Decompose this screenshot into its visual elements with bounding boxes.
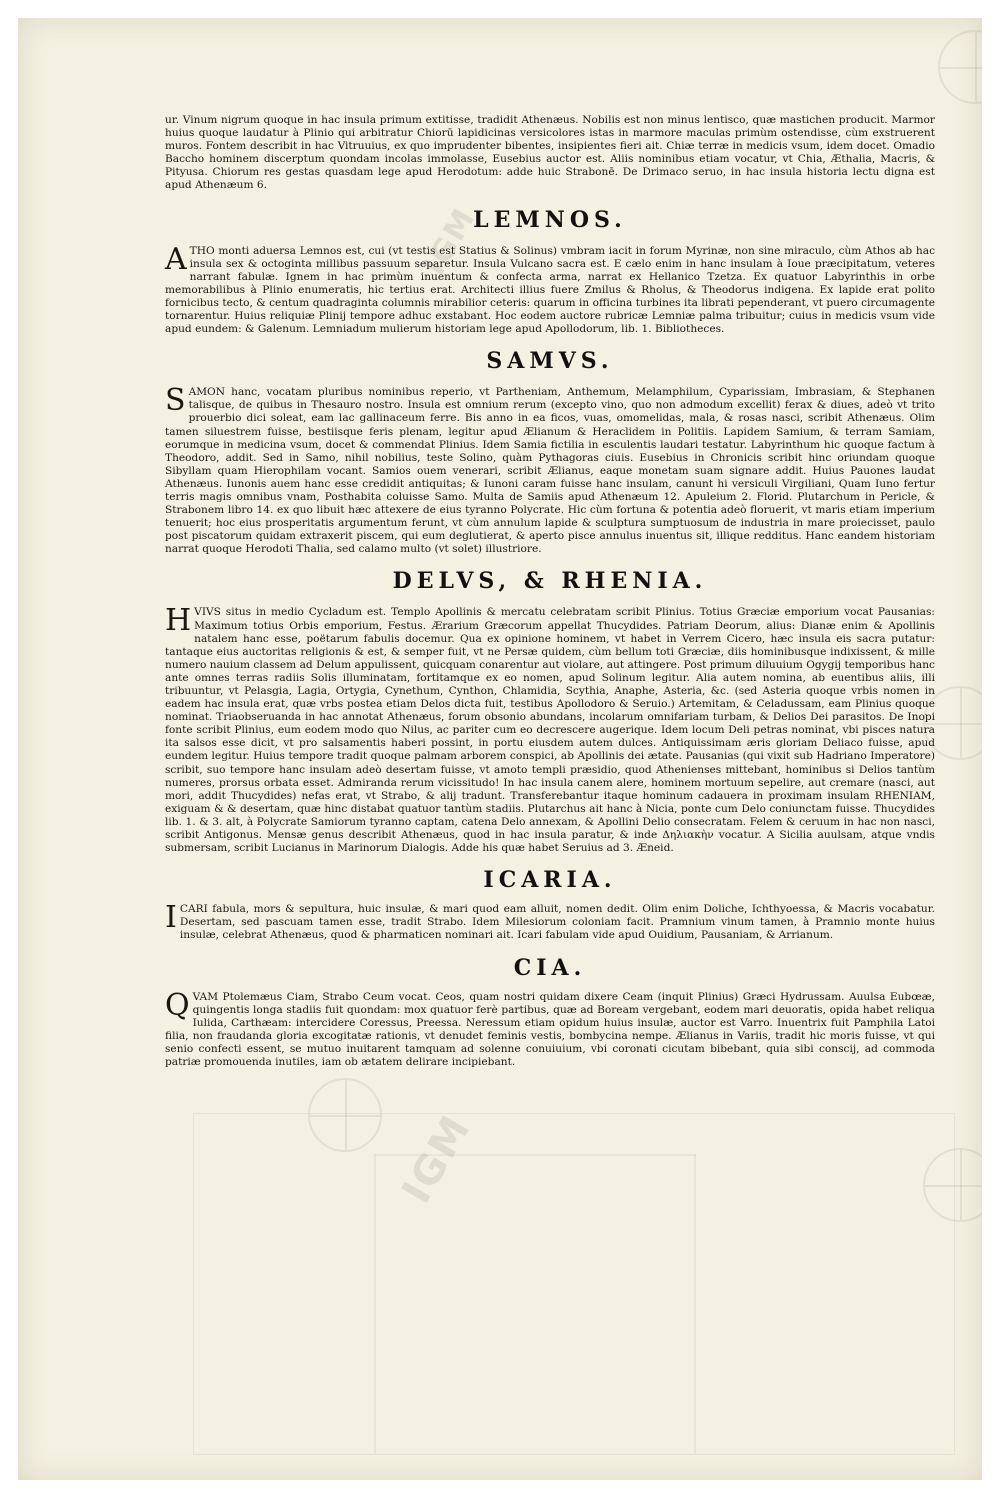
section-body-lemnos: ATHO monti aduersa Lemnos est, cui (vt testis est Statius & Solinus) vmbram iacit in forum Myrinæ, non sine miraculo, cùm Athos ab hac insula sex & octoginta millibus passuum separetur. Insula Vulcano sacra est. E cælo enim in hanc insulam à Ioue præcipitatum, veteres narrant fabulæ. Ignem in hac primùm inuentum & confecta arma, narrat ex Hellanico Tzetza. Ex quatuor Labyrinthis in orbe memorabilibus à Plinio enumeratis, hic tertius erat. Architecti illius fuere Zmilus & Rholus, & Theodorus indigena. Ex lapide erat polito fornicibus tecto, & centum quadraginta columnis mirabilior ceteris: quarum in officina turbines ita librati pependerant, vt puero circumagente tornarentur. Huius reliquiæ Plinij tempore adhuc exstabant. Hoc eodem auctore rubricæ Lemniæ palma tribuitur; cuius in medicis vsum vide apud eundem: & Galenum. Lemniadum mulierum historiam lege apud Apollodorum, lib. 1. Bibliotheces. xyxy=(165,241,935,336)
watermark-text: IGM xyxy=(416,201,483,282)
dropcap: A xyxy=(165,241,187,277)
section-body-cia: QVAM Ptolemæus Ciam, Strabo Ceum vocat. Ceos, quam nostri quidam dixere Ceam (inquit Plinius) Græci Hydrussam. Auulsa Eubœæ, quingentis longa stadiis fuit quondam: mox quatuor ferè partibus, quæ ad Boream vergebant, eodem mari deuoratis, opida habet reliqua Iulida, Carthæam: intercidere Coressus, Preessa. Neressum etiam opidum huius insulæ, auctor est Varro. Inuentrix fuit Pamphila Latoi filia, non fraudanda gloria excogitatæ rationis, vt denudet feminis vestis, bombycina nempe. Ælianus in Variis, tradit hic moris fuisse, vt qui senio confecti essent, se mutuo inuitarent tamquam ad solenne conuiuium, vbi coronati cicutam bibebant, quia sibi conscij, ad commoda patriæ promouenda inutiles, iam ob ætatem delirare incipiebant. xyxy=(165,987,935,1068)
section-heading-icaria: ICARIA. xyxy=(483,867,617,894)
printed-page xyxy=(18,18,982,1480)
dropcap: Q xyxy=(165,987,190,1023)
watermark-globe-icon xyxy=(308,1078,382,1152)
section-heading-lemnos: LEMNOS. xyxy=(473,206,627,233)
section-body-icaria: ICARI fabula, mors & sepultura, huic insulæ, & mari quod eam alluit, nomen dedit. Olim enim Doliche, Ichthyoessa, & Macris vocabatur. Desertam, sed pascuam tamen esse, tradit Strabo. Idem Milesiorum coloniam facit. Pramnium vinum tamen, à Pramnio monte huius insulæ, celebrat Athenæus, quod & pharmaticen nominari ait. Icari fabulam vide apud Ouidium, Pausaniam, & Arrianum. xyxy=(165,900,935,942)
section-body-delvs-rhenia: HVIVS situs in medio Cycladum est. Templo Apollinis & mercatu celebratam scribit Plinius. Totius Græciæ emporium vocat Pausanias: Maximum totius Orbis emporium, Festus. Ærarium Græcorum appellat Thucydides. Patriam Deorum, alius: Dianæ enim & Apollinis natalem hanc esse, poëtarum fabulis docemur. Qua ex opinione hominem, vt habet in Verrem Cicero, hæc insula eis sacra putatur: tantaque eius auctoritas religionis & est, & semper fuit, vt ne Persæ quidem, cùm bellum toti Græciæ, diis hominibusque indixissent, & mille numero nauium classem ad Delum appulissent, quicquam conarentur aut violare, aut attingere. Post primum diluuium Ogygij temporibus hanc ante omnes terras radiis Solis illuminatam, fortitamque ex eo nomen, apud Solinum legitur. Alia autem nomina, ab euentibus aliis, illi tribuuntur, vt Pelasgia, Lagia, Ortygia, Cynethum, Cynthon, Chlamidia, Scythia, Anaphe, Asteria, &c. (sed Asteria quoque vrbis nomen in eadem hac insula erat, quæ vrbs postea etiam Delos dicta fuit, testibus Apollodoro & Seruio.) Artemitam, & Celadussam, eam Plinius quoque nominat. Triaobseruanda in hac annotat Athenæus, forum obsonio abundans, incolarum omnifariam turbam, & Delios Dei parasitos. De Inopi fonte scribit Plinius, eum eodem modo quo Nilus, ac pariter cum eo decrescere augerique. Idem locum Deli petras nominat, vbi pisces natura ita salsos esse dicit, vt pro salsamentis haberi possint, in portu eiusdem autem dulces. Antiquissimam æris gloriam Deliaco fuisse, apud eundem legitur. Huius tempore tradit quoque palmam arborem conspici, ab Apollinis dei ætate. Pausanias (qui vixit sub Hadriano Imperatore) scribit, suo tempore hanc insulam adeò desertam fuisse, vt amoto templi præsidio, quod Athenienses mittebant, hominibus si Delios tantùm numeres, prorsus orbata esset. Admiranda rerum vicissitudo! In hac insula canem alere, hominem mortuum sepelire, aut cremare (nasci, aut mori, addit Thucydides) nefas erat, vt Strabo, & alij tradunt. Transferebantur itaque hominum cadauera in proximam insulam RHENIAM, exiguam & & desertam, quæ hinc distabat quatuor tantùm stadiis. Plutarchus ait hanc à Nicia, ponte cum Delo coniunctam fuisse. Thucydides lib. 1. & 3. alt, à Polycrate Samiorum tyranno captam, catena Delo annexam, & Apollini Delio consecratam. Felem & ceruum in hac non nasci, scribit Antigonus. Mensæ genus describit Athenæus, quod in hac insula paratur, & inde Δηλιακὴν vocatur. A Sicilia auulsam, atque vndis submersam, scribit Lucianus in Marinorum Dialogis. Adde his quæ habet Seruius ad 3. Æneid. xyxy=(165,603,935,855)
watermark-globe-icon xyxy=(938,30,982,104)
section-heading-delvs-rhenia: DELVS, & RHENIA. xyxy=(392,568,708,595)
dropcap: H xyxy=(165,603,192,639)
dropcap: I xyxy=(165,900,177,936)
dropcap: S xyxy=(165,383,186,419)
section-heading-samvs: SAMVS. xyxy=(486,348,614,375)
reverse-map-show-through xyxy=(193,1113,955,1455)
text-column xyxy=(165,114,935,1069)
watermark-text: IGM xyxy=(393,1106,481,1212)
intro-paragraph: ur. Vinum nigrum quoque in hac insula primum extitisse, tradidit Athenæus. Nobilis est non minus lentisco, quæ mastichen producit. Marmor huius quoque laudatur à Plinio qui arbitratur Chiorū lapidicinas versicolores istas in marmore maculas primùm ostendisse, cùm exstruerent muros. Fontem describit in hac Vitruuius, ex quo imprudenter bibentes, insipientes fieri ait. Chiæ terræ in medicis vsum, idem docet. Omadio Baccho hominem discerptum quondam incolas immolasse, Eusebius auctor est. Aliis nominibus etiam vocatur, vt Chia, Æthalia, Macris, & Pityusa. Chiorum res gestas quasdam lege apud Herodotum: adde huic Strabonē. De Drimaco seruo, in hac insula historia lectu digna est apud Athenæum 6. xyxy=(165,114,935,192)
section-heading-cia: CIA. xyxy=(513,954,587,981)
section-body-samvs: SAMON hanc, vocatam pluribus nominibus reperio, vt Partheniam, Anthemum, Melamphilum, Cyparissiam, Imbrasiam, & Stephanen talisque, de quibus in Thesauro nostro. Insula est omnium rerum (excepto vino, quo non admodum excellit) ferax & diues, adeò vt trito prouerbio dici soleat, eam lac gallinaceum ferre. Bis anno in ea ficos, vuas, omomelidas, mala, & rosas nasci, scribit Athenæus. Olim tamen siluestrem fuisse, bestiisque feris plenam, legitur apud Ælianum & Heraclidem in Politiis. Lapidem Samium, & terram Samiam, eorumque in medicina vsum, docet & commendat Plinius. Idem Samia fictilia in esculentis laudari testatur. Labyrinthum hic quoque factum à Theodoro, addit. Sed in Samo, nihil nobilius, teste Solino, quàm Pythagoras ciuis. Eusebius in Chronicis scribit hinc oriundam quoque Sibyllam quam Hierophilam vocant. Samios ouem venerari, scribit Ælianus, eaque monetam suam signare addit. Huius Pauones laudat Athenæus. Iunonis auem hanc esse credidit antiquitas; & Iunoni caram fuisse hanc insulam, canunt hi versiculi Virgiliani, Quam Iuno fertur terris magis omnibus vnam, Posthabita coluisse Samo. Multa de Samiis apud Athenæum 12. Apuleium 2. Florid. Plutarchum in Pericle, & Strabonem libro 14. ex quo libuit hæc attexere de eius tyranno Polycrate. Hic cùm fortuna & potentia adeò floruerit, vt maris etiam imperium tenuerit; hoc eius prosperitatis argumentum ferunt, vt cùm annulum lapide & sculptura sumptuosum de industria in mare proiecisset, paulo post piscatorum quidam extraxerit piscem, qui eum deglutierat, & aperto pisce annulus inuentus sit, illique redditus. Hanc eandem historiam narrat quoque Herodoti Thalia, sed calamo multo (vt solet) illustriore. xyxy=(165,383,935,556)
